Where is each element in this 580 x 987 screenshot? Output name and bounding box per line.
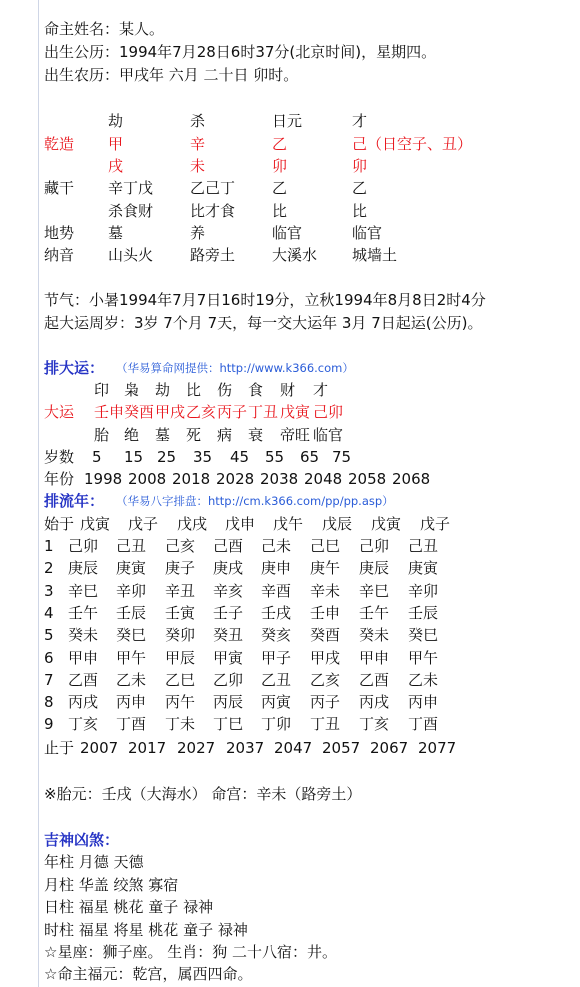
liunian-cell: 乙亥 xyxy=(310,670,341,689)
liunian-cell: 丁未 xyxy=(165,715,196,734)
shensha-line: 月柱 华盖 绞煞 寡宿 xyxy=(44,875,179,894)
liunian-start-row-cell: 戊子 xyxy=(420,515,451,533)
liunian-cell: 癸酉 xyxy=(310,626,341,645)
liunian-end-row-cell: 2077 xyxy=(418,739,457,757)
liunian-cell: 癸丑 xyxy=(213,626,244,645)
dayun-pillars-row-cell: 己卯 xyxy=(313,403,344,421)
liunian-cell: 壬寅 xyxy=(165,603,196,622)
dayun-years-row-cell: 2008 xyxy=(128,470,167,488)
nayin-row-cell: 路旁土 xyxy=(190,246,236,264)
liunian-cell: 丁亥 xyxy=(359,715,390,734)
heavenly-stems-row-cell: 辛 xyxy=(190,135,206,153)
liunian-cell: 癸巳 xyxy=(116,626,147,645)
dayun-states-row-cell: 临官 xyxy=(313,426,344,444)
growth-stage-row-label: 地势 xyxy=(44,224,75,242)
dayun-years-row-cell: 1998 xyxy=(84,470,123,488)
liunian-end-row-cell: 2017 xyxy=(128,739,167,757)
hidden-gods-row-cell: 比 xyxy=(352,202,368,220)
liunian-cell: 庚子 xyxy=(165,559,196,578)
liunian-cell: 乙丑 xyxy=(261,670,292,689)
liunian-cell: 己未 xyxy=(261,537,292,555)
nayin-row-cell: 城墙土 xyxy=(352,246,398,264)
lunar-date-line: 出生农历：甲戌年 六月 二十日 卯时。 xyxy=(44,66,299,84)
left-margin-rule xyxy=(38,0,39,987)
dayun-gods-row-cell: 才 xyxy=(313,381,329,399)
liunian-cell: 甲辰 xyxy=(165,648,196,667)
liunian-end-row-label: 止于 xyxy=(44,739,75,757)
liunian-cell: 庚寅 xyxy=(408,559,439,578)
liunian-cell: 丙寅 xyxy=(261,693,292,712)
hidden-stems-row-cell: 乙 xyxy=(352,179,368,197)
shensha-title: 吉神凶煞： xyxy=(44,831,120,849)
liunian-cell: 甲寅 xyxy=(213,648,244,667)
dayun-ages-row-cell: 65 xyxy=(300,448,320,466)
dayun-years-row-cell: 2028 xyxy=(216,470,255,488)
liunian-cell: 己丑 xyxy=(408,537,439,555)
dayun-years-row-cell: 2038 xyxy=(260,470,299,488)
liunian-end-row-cell: 2067 xyxy=(370,739,409,757)
ten-gods-row-cell: 才 xyxy=(352,112,368,130)
liunian-cell: 癸未 xyxy=(359,626,390,645)
nayin-row-label: 纳音 xyxy=(44,246,75,264)
liunian-row-number: 3 xyxy=(44,581,54,600)
dayun-gods-row-cell: 财 xyxy=(280,381,296,399)
liunian-cell: 壬戌 xyxy=(261,603,292,622)
liunian-cell: 庚辰 xyxy=(68,559,99,578)
dayun-gods-row-cell: 比 xyxy=(186,381,202,399)
dayun-states-row-cell: 衰 xyxy=(248,426,264,444)
life-palace-line: ☆命主福元：乾宫，属西四命。 xyxy=(44,965,253,983)
liunian-cell: 丙戌 xyxy=(68,693,99,712)
nayin-row-cell: 山头火 xyxy=(108,246,154,264)
liunian-row-number: 2 xyxy=(44,559,54,578)
dayun-states-row-cell: 死 xyxy=(186,426,202,444)
liunian-start-row-cell: 戊寅 xyxy=(80,515,111,533)
liunian-cell: 乙巳 xyxy=(165,670,196,689)
dayun-pillars-row-cell: 乙亥 xyxy=(186,403,217,421)
dayun-gods-row-cell: 印 xyxy=(94,381,110,399)
earthly-branches-row-cell: 戌 xyxy=(108,157,124,175)
liunian-cell: 丁丑 xyxy=(310,715,341,734)
dayun-states-row-cell: 墓 xyxy=(155,426,171,444)
hidden-gods-row-cell: 比才食 xyxy=(190,202,236,220)
ten-gods-row-cell: 劫 xyxy=(108,112,124,130)
liunian-row-number: 6 xyxy=(44,648,54,667)
liunian-cell: 丙申 xyxy=(116,693,147,712)
liunian-cell: 丁卯 xyxy=(261,715,292,734)
liunian-cell: 庚申 xyxy=(261,559,292,578)
liunian-cell: 甲申 xyxy=(68,648,99,667)
liunian-cell: 丙戌 xyxy=(359,693,390,712)
liunian-cell: 辛巳 xyxy=(68,581,99,600)
dayun-pillars-row-label: 大运 xyxy=(44,403,75,421)
liunian-title: 排流年： xyxy=(44,492,105,510)
heavenly-stems-row-label: 乾造 xyxy=(44,135,75,153)
liunian-cell: 乙酉 xyxy=(68,670,99,689)
heavenly-stems-row-cell: 乙 xyxy=(272,135,288,153)
nayin-row-cell: 大溪水 xyxy=(272,246,318,264)
dayun-years-row-cell: 2018 xyxy=(172,470,211,488)
liunian-cell: 甲子 xyxy=(261,648,292,667)
earthly-branches-row-cell: 卯 xyxy=(352,157,368,175)
name-line: 命主姓名：某人。 xyxy=(44,20,165,38)
hidden-stems-row-label: 藏干 xyxy=(44,179,75,197)
dayun-pillars-row-cell: 丁丑 xyxy=(248,403,279,421)
liunian-cell: 壬辰 xyxy=(116,603,147,622)
liunian-cell: 庚午 xyxy=(310,559,341,578)
dayun-years-row-cell: 2068 xyxy=(392,470,431,488)
earthly-branches-row-cell: 未 xyxy=(190,157,206,175)
ten-gods-row-cell: 日元 xyxy=(272,112,303,130)
liunian-cell: 辛卯 xyxy=(116,581,147,600)
liunian-cell: 庚辰 xyxy=(359,559,390,578)
liunian-cell: 壬午 xyxy=(68,603,99,622)
dayun-years-row-label: 年份 xyxy=(44,470,75,488)
liunian-cell: 己巳 xyxy=(310,537,341,555)
liunian-cell: 己丑 xyxy=(116,537,147,555)
liunian-row-number: 5 xyxy=(44,626,54,645)
hidden-stems-row-cell: 乙己丁 xyxy=(190,179,236,197)
liunian-cell: 丁亥 xyxy=(68,715,99,734)
liunian-cell: 庚戌 xyxy=(213,559,244,578)
liunian-cell: 乙酉 xyxy=(359,670,390,689)
liunian-row-number: 8 xyxy=(44,693,54,712)
liunian-cell: 癸亥 xyxy=(261,626,292,645)
liunian-cell: 辛酉 xyxy=(261,581,292,600)
dayun-gods-row-cell: 食 xyxy=(248,381,264,399)
dayun-years-row-cell: 2058 xyxy=(348,470,387,488)
dayun-pillars-row-cell: 甲戌 xyxy=(155,403,186,421)
liunian-cell: 丙午 xyxy=(165,693,196,712)
dayun-ages-row-label: 岁数 xyxy=(44,448,75,466)
ten-gods-row-cell: 杀 xyxy=(190,112,206,130)
dayun-title: 排大运： xyxy=(44,359,105,377)
liunian-end-row-cell: 2057 xyxy=(322,739,361,757)
liunian-cell: 己卯 xyxy=(68,537,99,555)
liunian-cell: 己卯 xyxy=(359,537,390,555)
liunian-end-row-cell: 2007 xyxy=(80,739,119,757)
dayun-ages-row-cell: 5 xyxy=(92,448,102,466)
liunian-cell: 甲申 xyxy=(359,648,390,667)
liunian-cell: 丙申 xyxy=(408,693,439,712)
dayun-years-row-cell: 2048 xyxy=(304,470,343,488)
liunian-cell: 辛卯 xyxy=(408,581,439,600)
liunian-cell: 癸未 xyxy=(68,626,99,645)
liunian-cell: 辛丑 xyxy=(165,581,196,600)
solar-terms-line: 节气：小暑1994年7月7日16时19分，立秋1994年8月8日2时4分 xyxy=(44,291,486,309)
dayun-pillars-row-cell: 丙子 xyxy=(217,403,248,421)
dayun-pillars-row-cell: 壬申 xyxy=(94,403,125,421)
dayun-ages-row-cell: 45 xyxy=(230,448,250,466)
liunian-cell: 丁酉 xyxy=(116,715,147,734)
liunian-cell: 辛未 xyxy=(310,581,341,600)
dayun-source-link: （华易算命网提供：http://www.k366.com） xyxy=(116,361,354,375)
hidden-stems-row-cell: 乙 xyxy=(272,179,288,197)
constellation-line: ☆星座：狮子座。 生肖：狗 二十八宿：井。 xyxy=(44,943,337,961)
liunian-row-number: 9 xyxy=(44,715,54,734)
liunian-cell: 乙未 xyxy=(116,670,147,689)
liunian-cell: 丁巳 xyxy=(213,715,244,734)
hidden-stems-row-cell: 辛丁戊 xyxy=(108,179,154,197)
liunian-end-row-cell: 2027 xyxy=(177,739,216,757)
liunian-cell: 壬申 xyxy=(310,603,341,622)
liunian-row-number: 4 xyxy=(44,603,54,622)
liunian-start-row-cell: 戊辰 xyxy=(322,515,353,533)
liunian-cell: 甲午 xyxy=(116,648,147,667)
liunian-cell: 甲戌 xyxy=(310,648,341,667)
dayun-gods-row-cell: 伤 xyxy=(217,381,233,399)
taiyuan-minggong-line: ※胎元：壬戌（大海水） 命宫：辛未（路旁土） xyxy=(44,785,362,803)
dayun-ages-row-cell: 15 xyxy=(124,448,144,466)
liunian-start-row-cell: 戊午 xyxy=(273,515,304,533)
solar-date-line: 出生公历：1994年7月28日6时37分(北京时间)，星期四。 xyxy=(44,43,437,61)
luck-start-line: 起大运周岁：3岁 7个月 7天，每一交大运年 3月 7日起运(公历)。 xyxy=(44,314,483,332)
liunian-cell: 癸卯 xyxy=(165,626,196,645)
liunian-start-row-label: 始于 xyxy=(44,515,75,533)
liunian-start-row-cell: 戊戌 xyxy=(177,515,208,533)
liunian-end-row-cell: 2037 xyxy=(226,739,265,757)
liunian-cell: 乙未 xyxy=(408,670,439,689)
liunian-cell: 丙辰 xyxy=(213,693,244,712)
dayun-pillars-row-cell: 癸酉 xyxy=(124,403,155,421)
liunian-cell: 丙子 xyxy=(310,693,341,712)
dayun-states-row-cell: 绝 xyxy=(124,426,140,444)
growth-stage-row-cell: 临官 xyxy=(352,224,383,242)
liunian-row-number: 7 xyxy=(44,670,54,689)
liunian-cell: 己酉 xyxy=(213,537,244,555)
shensha-line: 日柱 福星 桃花 童子 禄神 xyxy=(44,898,214,916)
liunian-row-number: 1 xyxy=(44,537,54,555)
growth-stage-row-cell: 养 xyxy=(190,224,206,242)
liunian-start-row-cell: 戊申 xyxy=(225,515,256,533)
dayun-pillars-row-cell: 戊寅 xyxy=(280,403,311,421)
shensha-line: 年柱 月德 天德 xyxy=(44,853,144,871)
liunian-start-row-cell: 戊寅 xyxy=(371,515,402,533)
dayun-ages-row-cell: 25 xyxy=(157,448,177,466)
dayun-gods-row-cell: 枭 xyxy=(124,381,140,399)
dayun-ages-row-cell: 75 xyxy=(332,448,352,466)
liunian-cell: 壬午 xyxy=(359,603,390,622)
dayun-states-row-cell: 胎 xyxy=(94,426,110,444)
liunian-start-row-cell: 戊子 xyxy=(128,515,159,533)
liunian-cell: 壬子 xyxy=(213,603,244,622)
liunian-end-row-cell: 2047 xyxy=(274,739,313,757)
liunian-cell: 己亥 xyxy=(165,537,196,555)
liunian-source-link: （华易八字排盘：http://cm.k366.com/pp/pp.asp） xyxy=(116,494,394,508)
liunian-cell: 庚寅 xyxy=(116,559,147,578)
liunian-cell: 辛亥 xyxy=(213,581,244,600)
dayun-gods-row-cell: 劫 xyxy=(155,381,171,399)
growth-stage-row-cell: 墓 xyxy=(108,224,124,242)
liunian-cell: 甲午 xyxy=(408,648,439,667)
hidden-gods-row-cell: 杀食财 xyxy=(108,202,154,220)
hidden-gods-row-cell: 比 xyxy=(272,202,288,220)
dayun-ages-row-cell: 35 xyxy=(193,448,213,466)
shensha-line: 时柱 福星 将星 桃花 童子 禄神 xyxy=(44,920,248,939)
heavenly-stems-row-cell: 己（日空子、丑） xyxy=(352,135,473,153)
liunian-cell: 丁酉 xyxy=(408,715,439,734)
growth-stage-row-cell: 临官 xyxy=(272,224,303,242)
liunian-cell: 癸巳 xyxy=(408,626,439,645)
liunian-cell: 乙卯 xyxy=(213,670,244,689)
dayun-states-row-cell: 帝旺 xyxy=(280,426,311,444)
dayun-ages-row-cell: 55 xyxy=(265,448,285,466)
heavenly-stems-row-cell: 甲 xyxy=(108,135,124,153)
dayun-states-row-cell: 病 xyxy=(217,426,233,444)
liunian-cell: 辛巳 xyxy=(359,581,390,600)
earthly-branches-row-cell: 卯 xyxy=(272,157,288,175)
liunian-cell: 壬辰 xyxy=(408,603,439,622)
